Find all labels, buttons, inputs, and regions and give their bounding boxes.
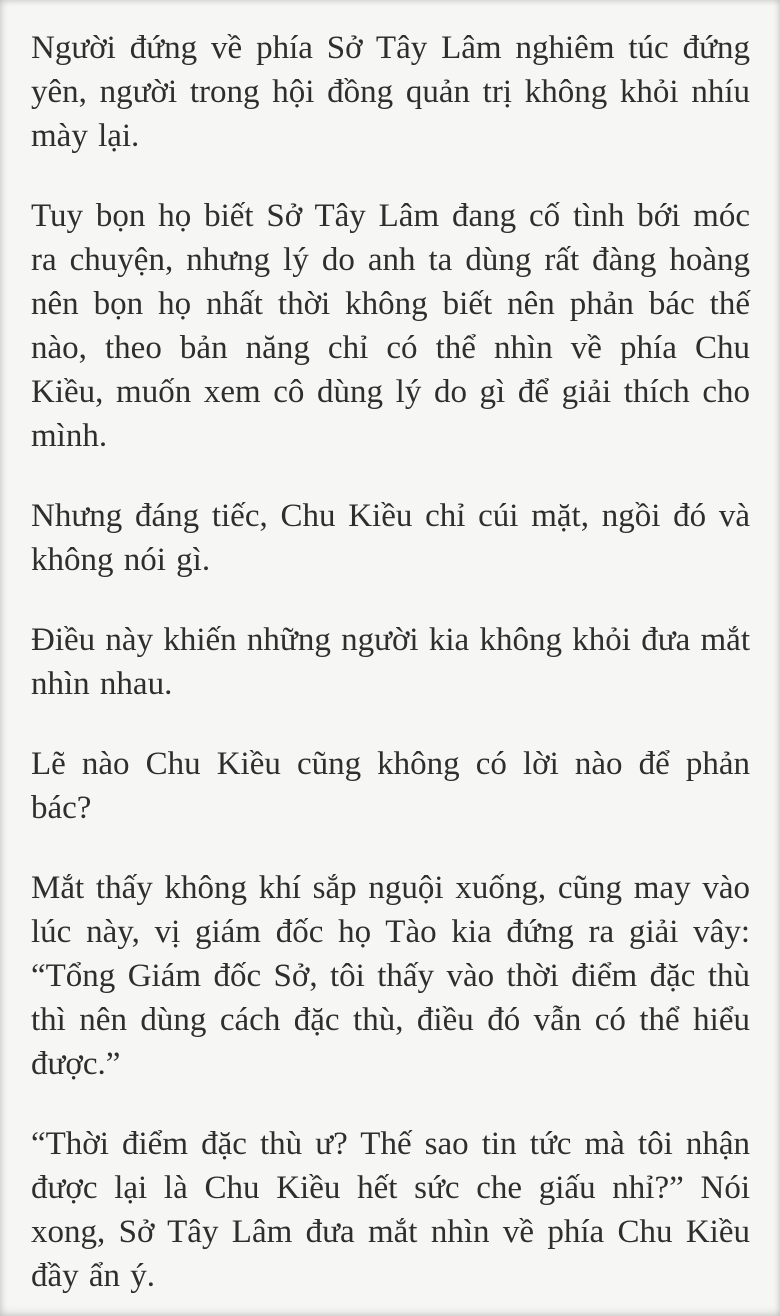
novel-text-column — [31, 26, 750, 1298]
paragraph: “Thời điểm đặc thù ư? Thế sao tin tức mà tôi nhận được lại là Chu Kiều hết sức che giấu nhỉ?” Nói xong, Sở Tây Lâm đưa mắt nhìn về phía Chu Kiều đầy ẩn ý. — [31, 1126, 750, 1294]
paragraph: Mắt thấy không khí sắp nguội xuống, cũng may vào lúc này, vị giám đốc họ Tào kia đứng ra giải vây: “Tổng Giám đốc Sở, tôi thấy vào thời điểm đặc thù thì nên dùng cách đặc thù, điều đó vẫn có thể hiểu được.” — [31, 870, 750, 1082]
paragraph: Tuy bọn họ biết Sở Tây Lâm đang cố tình bới móc ra chuyện, nhưng lý do anh ta dùng rất đàng hoàng nên bọn họ nhất thời không biết nên phản bác thế nào, theo bản năng chỉ có thể nhìn về phía Chu Kiều, muốn xem cô dùng lý do gì để giải thích cho mình. — [31, 198, 750, 454]
paragraph: Nhưng đáng tiếc, Chu Kiều chỉ cúi mặt, ngồi đó và không nói gì. — [31, 498, 750, 578]
paragraph: Người đứng về phía Sở Tây Lâm nghiêm túc đứng yên, người trong hội đồng quản trị không khỏi nhíu mày lại. — [31, 30, 750, 154]
paragraph: Điều này khiến những người kia không khỏi đưa mắt nhìn nhau. — [31, 622, 750, 702]
paragraph: Lẽ nào Chu Kiều cũng không có lời nào để phản bác? — [31, 746, 750, 826]
